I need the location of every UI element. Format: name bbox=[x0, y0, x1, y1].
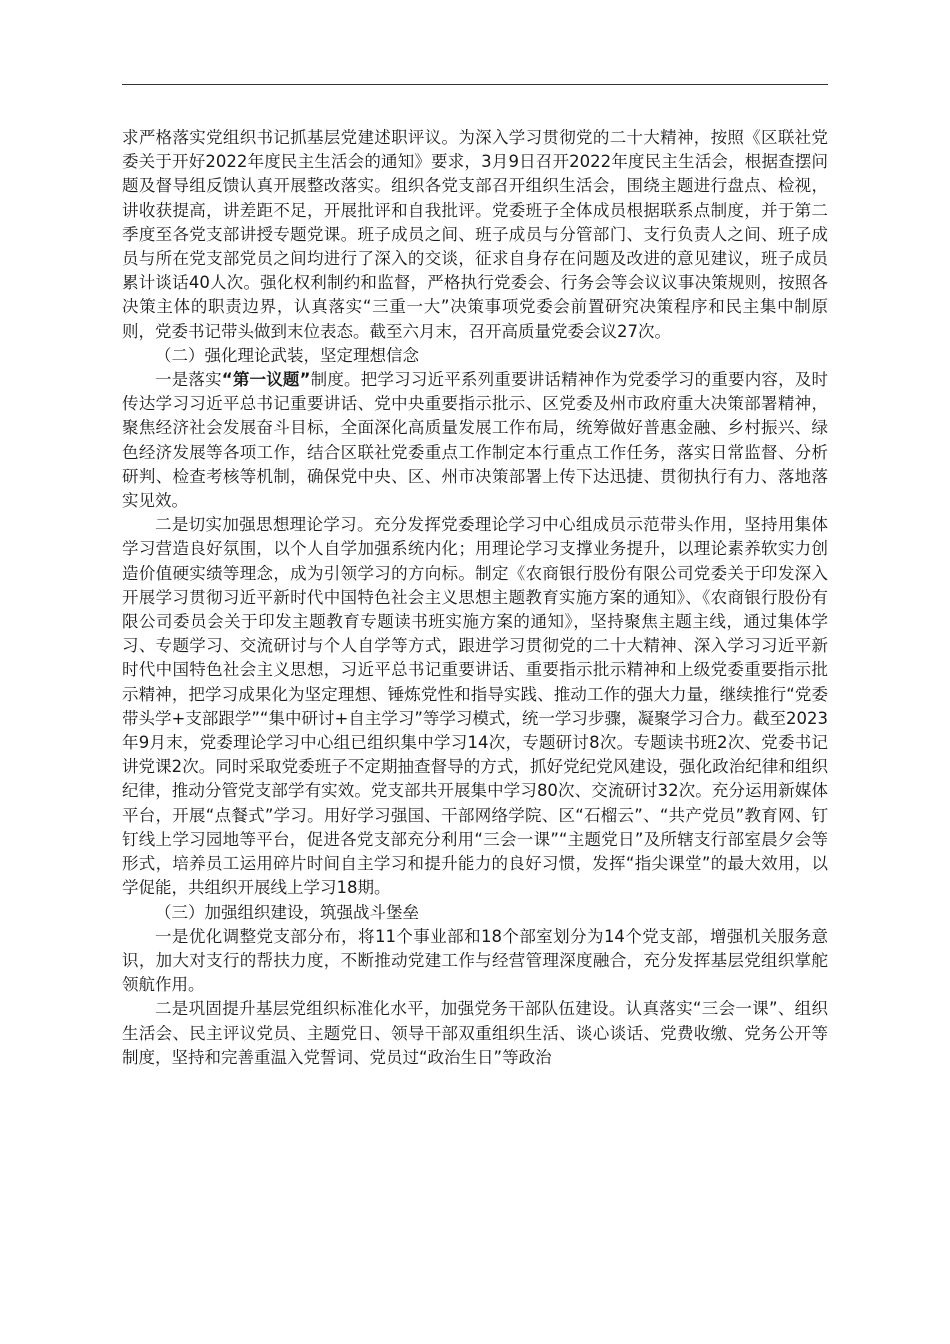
paragraph-first-agenda-lead: 一是落实 bbox=[155, 370, 222, 390]
paragraph-first-agenda bbox=[122, 368, 828, 513]
paragraph-continuation: 求严格落实党组织书记抓基层党建述职评议。为深入学习贯彻党的二十大精神，按照《区联社党委关于开好2022年度民主生活会的通知》要求，3月9日召开2022年度民主生活会，根据查摆问题及督导组反馈认真开展整改落实。组织各党支部召开组织生活会，围绕主题进行盘点、检视，讲收获提高，讲差距不足，开展批评和自我批评。党委班子全体成员根据联系点制度，并于第二季度至各党支部讲授专题党课。班子成员之间、班子成员与分管部门、支行负责人之间、班子成员与所在党支部党员之间均进行了深入的交谈，征求自身存在问题及改进的意见建议，班子成员累计谈话40人次。强化权利制约和监督，严格执行党委会、行务会等会议议事决策规则，按照各决策主体的职责边界，认真落实“三重一大”决策事项党委会前置研究决策程序和民主集中制原则，党委书记带头做到末位表态。截至六月末，召开高质量党委会议27次。 bbox=[122, 128, 828, 341]
section-heading-2: （二）强化理论武装，坚定理想信念 bbox=[155, 345, 419, 365]
paragraph-first-agenda-rest: 制度。把学习习近平系列重要讲话精神作为党委学习的重要内容，及时传达学习习近平总书记重要讲话、党中央重要指示批示、区党委及州市政府重大决策部署精神，聚焦经济社会发展奋斗目标，全面深化高质量发展工作布局，统筹做好普惠金融、乡村振兴、绿色经济发展等各项工作，结合区联社党委重点工作制定本行重点工作任务，落实日常监督、分析研判、检查考核等机制，确保党中央、区、州市决策部署上传下达迅捷、贯彻执行有力、落地落实见效。 bbox=[122, 370, 828, 511]
paragraph-theory-study: 二是切实加强思想理论学习。充分发挥党委理论学习中心组成员示范带头作用，坚持用集体学习营造良好氛围，以个人自学加强系统内化；用理论学习支撑业务提升，以理论素养软实力创造价值硬实绩等理念，成为引领学习的方向标。制定《农商银行股份有限公司党委关于印发深入开展学习贯彻习近平新时代中国特色社会主义思想主题教育实施方案的通知》、《农商银行股份有限公司委员会关于印发主题教育专题读书班实施方案的通知》，坚持聚焦主题主线，通过集体学习、专题学习、交流研讨与个人自学等方式，跟进学习贯彻党的二十大精神、深入学习习近平新时代中国特色社会主义思想，习近平总书记重要讲话、重要指示批示精神和上级党委重要指示批示精神，把学习成果化为坚定理想、锤炼党性和指导实践、推动工作的强大力量，继续推行“党委带头学+支部跟学”“集中研讨+自主学习”等学习模式，统一学习步骤，凝聚学习合力。截至2023年9月末，党委理论学习中心组已组织集中学习14次，专题研讨8次。专题读书班2次、党委书记讲党课2次。同时采取党委班子不定期抽查督导的方式，抓好党纪党风建设，强化政治纪律和组织纪律，推动分管党支部学有实效。党支部共开展集中学习80次、交流研讨32次。充分运用新媒体平台，开展“点餐式”学习。用好学习强国、干部网络学院、区“石榴云”、“共产党员”教育网、钉钉线上学习园地等平台，促进各党支部充分利用“三会一课”“主题党日”及所辖支行部室晨夕会等形式，培养员工运用碎片时间自主学习和提升能力的良好习惯，发挥“指尖课堂”的最大效用，以学促能，共组织开展线上学习18期。 bbox=[122, 515, 828, 898]
section-heading-3: （三）加强组织建设，筑强战斗堡垒 bbox=[155, 902, 419, 922]
document-body bbox=[122, 126, 828, 1070]
paragraph-standardization: 二是巩固提升基层党组织标准化水平，加强党务干部队伍建设。认真落实“三会一课”、组织生活会、民主评议党员、主题党日、领导干部双重组织生活、谈心谈话、党费收缴、党务公开等制度，坚持和完善重温入党誓词、党员过“政治生日”等政治 bbox=[122, 999, 828, 1067]
paragraph-branch-adjustment: 一是优化调整党支部分布，将11个事业部和18个部室划分为14个党支部，增强机关服务意识，加大对支行的帮扶力度，不断推动党建工作与经营管理深度融合，充分发挥基层党组织掌舵领航作用。 bbox=[122, 926, 828, 995]
header-rule bbox=[122, 84, 828, 85]
first-agenda-emphasis: “第一议题” bbox=[221, 370, 311, 390]
